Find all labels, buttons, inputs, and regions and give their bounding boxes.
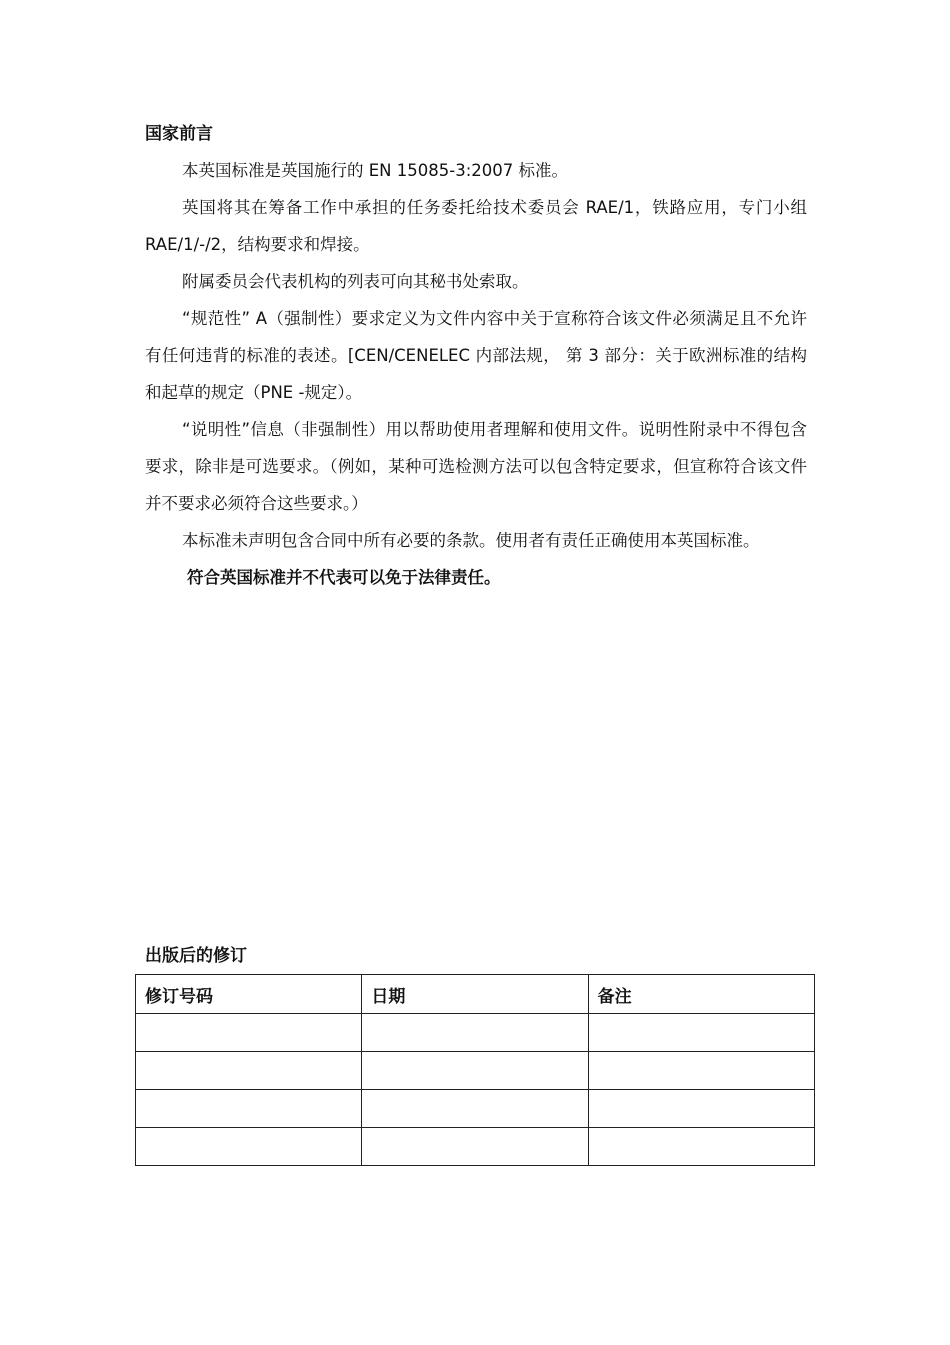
foreword-paragraph: 英国将其在筹备工作中承担的任务委托给技术委员会 RAE/1，铁路应用，专门小组 RAE/1/-/2，结构要求和焊接。 (145, 198, 807, 254)
column-header-date: 日期 (362, 975, 588, 1014)
foreword-paragraph: 本英国标准是英国施行的 EN 15085-3:2007 标准。 (182, 161, 568, 180)
amendments-table (135, 974, 815, 1166)
foreword-paragraph: 附属委员会代表机构的列表可向其秘书处索取。 (182, 272, 529, 291)
table-cell (136, 1052, 362, 1090)
column-header-notes: 备注 (588, 975, 814, 1014)
table-header-row (136, 975, 815, 1014)
table-cell (136, 1014, 362, 1052)
table-row (136, 1052, 815, 1090)
foreword-paragraph: 本标准未声明包含合同中所有必要的条款。使用者有责任正确使用本英国标准。 (182, 531, 760, 550)
table-cell (588, 1014, 814, 1052)
table-cell (362, 1128, 588, 1166)
table-cell (588, 1128, 814, 1166)
table-row (136, 1014, 815, 1052)
amendments-heading: 出版后的修订 (145, 946, 247, 966)
legal-disclaimer: 符合英国标准并不代表可以免于法律责任。 (187, 568, 501, 587)
national-foreword-heading: 国家前言 (145, 124, 213, 144)
national-foreword-body (145, 152, 807, 596)
foreword-paragraph: “说明性”信息（非强制性）用以帮助使用者理解和使用文件。说明性附录中不得包含要求，除非是可选要求。（例如，某种可选检测方法可以包含特定要求，但宣称符合该文件并不要求必须符合这些要求。） (145, 420, 807, 513)
table-row (136, 1090, 815, 1128)
table-cell (588, 1090, 814, 1128)
column-header-amendment-number: 修订号码 (136, 975, 362, 1014)
table-cell (362, 1052, 588, 1090)
table-cell (136, 1090, 362, 1128)
table-cell (362, 1014, 588, 1052)
foreword-paragraph: “规范性” A（强制性）要求定义为文件内容中关于宣称符合该文件必须满足且不允许有任何违背的标准的表述。[CEN/CENELEC 内部法规， 第 3 部分：关于欧洲标准的结构和起草的规定（PNE -规定）。 (145, 309, 807, 402)
table-row (136, 1128, 815, 1166)
table-cell (588, 1052, 814, 1090)
table-cell (362, 1090, 588, 1128)
table-cell (136, 1128, 362, 1166)
